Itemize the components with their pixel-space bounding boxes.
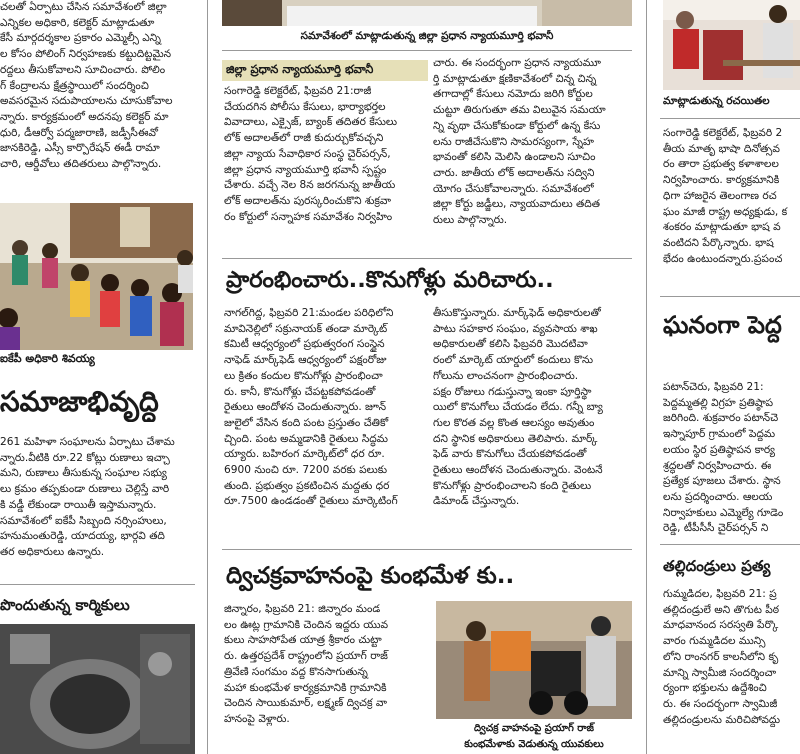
- article-line: వంటిదని పేర్కొన్నారు. భాష: [663, 236, 774, 249]
- article-line: ప్రత్యేక పూజలు చేశారు. స్థాన: [663, 475, 781, 488]
- article-line: లోక్ అదాలత్‌లో రాజీ కుదుర్చుకోవచ్చని: [224, 132, 384, 145]
- article-line: లను రాజీచేసుకొని సామరస్యంగా, స్నేహ: [433, 135, 594, 148]
- article-line: రైతులు ఆందోళన చెందుతున్నారు. వెంటనే: [433, 464, 603, 477]
- article-line: ర్తి మాట్లాడుతూ క్షణికావేశంలో చిన్న చిన్న: [433, 72, 597, 85]
- article-line: జానకిరెడ్డి, ఎస్సీ కార్పొరేషన్ ఈడీ రామా: [0, 142, 160, 155]
- article-line: గోలును లాంచనంగా ప్రారంభించారు.: [433, 369, 579, 382]
- bike-photo-caption-line1: ద్విచక్ర వాహనంపై ప్రయాగ్ రాజ్: [474, 723, 594, 734]
- article-line: తల్లిదండ్రులను మరిచిపోవద్దు: [663, 713, 781, 726]
- article-line: ఎన్నికల అధికారి, కలెక్టర్ మాట్లాడుతూ: [0, 16, 155, 29]
- divider: [222, 50, 632, 51]
- article-line: ఫెడ్ వారు కొనుగోలు చేయకపోవడంతో: [433, 448, 587, 461]
- article-line: కమిటీ ఆధ్వర్యంలో ప్రభుత్వరంగ సంస్థైన: [224, 338, 385, 351]
- kumbh-article-text: [224, 602, 430, 754]
- workers-headline: పొందుతున్న కార్మికులు: [0, 596, 130, 614]
- article-line: రం తారా ప్రభుత్వ కళాశాలల: [663, 158, 779, 171]
- bike-riders-photo: [436, 601, 632, 719]
- article-line: సంగారెడ్డి కలెక్టరేట్, ఫిబ్రవరి 2: [663, 127, 783, 139]
- article-line: చ్చింది. పంట అమ్మడానికి రైతులు సిద్ధమ: [224, 432, 388, 445]
- article-line: వారం గుమ్మడిదల మున్సి: [663, 635, 766, 648]
- article-line: లు క్రమం తప్పకుండా రుణాలు చెల్లిస్తే వారి: [0, 483, 170, 496]
- article-line: న్ని వృథా చేసుకోకుండా కోర్టులో ఉన్న కేసు: [433, 119, 601, 132]
- article-line: సమావేశంలో ఐకేపీ సిబ్బంది నర్సింహులు,: [0, 514, 167, 527]
- article-line: నాఫెడ్ మార్క్‌ఫెడ్ ఆధ్వర్యంలో పక్షంరోజు: [224, 354, 387, 367]
- article-line: ల కోసం పోలింగ్ నిర్వహణకు కట్టుదిట్టమైన: [0, 48, 172, 61]
- language-day-caption: మాట్లాడుతున్న రచయితల: [663, 95, 770, 107]
- article-line: మావినెల్లిలో సక్రునాయక్ తండా మార్కెట్: [224, 322, 388, 335]
- article-line: చలతో ఏర్పాటు చేసిన సమావేశంలో జిల్లా: [0, 1, 167, 13]
- article-line: తర అధికారులు ఉన్నారు.: [0, 545, 105, 558]
- article-line: యోగం చేసుకోవాలన్నారు. సమావేశంలో: [433, 182, 594, 195]
- article-line: య్యారు. బహిరంగ మార్కెట్‌లో ధర రూ.: [224, 448, 385, 461]
- divider: [660, 296, 800, 297]
- column-divider: [207, 0, 208, 754]
- article-line: ధిగా హాజరైన తెలంగాణ రచ: [663, 189, 777, 202]
- language-day-article: [663, 126, 800, 272]
- festival-article: [663, 380, 800, 542]
- article-line: జిల్లా కోర్టు జడ్జీలు, న్యాయవాదులు తదిత: [433, 198, 601, 211]
- article-line: న్నారు.వీటికి రూ.22 కోట్లు రుణాలు ఇచ్చా: [0, 451, 170, 464]
- article-line: ఘం మాజీ రాష్ట్ర అధ్యక్షుడు, క: [663, 205, 788, 218]
- judge-article-left: [224, 84, 420, 260]
- article-line: జిన్నారం, ఫిబ్రవరి 21: జిన్నారం మండ: [224, 603, 381, 615]
- article-line: లయం స్థిర ప్రతిష్ఠాపన కార్య: [663, 443, 776, 456]
- article-line: మాన్ని స్వామీజి సందర్శించా: [663, 666, 777, 679]
- article-line: లం ఊట్ల గ్రామానికి చెందిన ఇద్దరు యువ: [224, 618, 389, 631]
- article-line: రు. కానీ, కొనుగోళ్లు చేపట్టకపోవడంతో: [224, 385, 376, 398]
- factory-workers-photo: [0, 624, 195, 754]
- article-line: చారు. ఈ సందర్భంగా ప్రధాన న్యాయమూ: [433, 57, 601, 69]
- article-line: లు క్రితం కందుల కొనుగోళ్లు ప్రారంభించా: [224, 369, 383, 382]
- article-line: చారి, ఆర్డీవోలు తదితరులు పాల్గొన్నారు.: [0, 158, 162, 171]
- article-line: చారు. జాతీయ లోక్ అదాలత్‌ను సద్విని: [433, 166, 595, 179]
- article-line: త్రివేణి సంగమం వద్ద కొనసాగుతున్న: [224, 665, 368, 678]
- article-line: నాగల్‌గిద్ద, ఫిబ్రవరి 21:మండల పరిధిలోని: [224, 307, 394, 319]
- article-line: ర్యంగా భక్తులను ఉద్దేశించి: [663, 682, 767, 695]
- article-line: డిమాండ్ చేస్తున్నారు.: [433, 495, 520, 508]
- article-line: గుమ్మడిదల, ఫిబ్రవరి 21: ప్ర: [663, 588, 777, 600]
- article-line: జులైలో వేసిన కంది పంట ప్రస్తుతం చేతికో: [224, 416, 389, 429]
- article-line: చుట్టూ తిరుగుతూ తమ విలువైన సమయా: [433, 104, 606, 117]
- photo-caption: ఐకేపీ అధికారి శివయ్య: [0, 352, 95, 365]
- article-line: చెందిన సాయికుమార్, లక్ష్మణ్ ద్విచక్ర వా: [224, 697, 387, 710]
- article-line: రు. ఈ సందర్భంగా స్వామిజీ: [663, 697, 778, 710]
- judge-meeting-photo: [222, 0, 632, 26]
- article-line: తగాదాల్లో కేసులు నమోదు జరిగి కోర్టుల: [433, 88, 593, 101]
- article-line: తుంది. ప్రభుత్వం ప్రకటించిన మద్దతు ధర: [224, 479, 390, 492]
- article-line: లోక్ అదాలత్‌ను పురస్కరించుకొని శుక్రవా: [224, 194, 392, 207]
- article-line: పక్షం రోజులు గడుస్తున్నా ఇంకా పూర్తిస్థా: [433, 385, 592, 398]
- article-line: అవసరమైన సదుపాయాలను చూసుకోవాల: [0, 95, 173, 108]
- column-divider: [646, 0, 647, 754]
- language-day-photo: [663, 0, 800, 90]
- article-line: నిర్వాహకులు ఎమ్మెల్యే గూడెం: [663, 506, 784, 519]
- divider: [222, 549, 632, 550]
- article-line: శ్రద్ధలతో నిర్వహించారు. ఈ: [663, 459, 772, 472]
- parents-article: [663, 587, 800, 754]
- article-line: తీయ మాతృ భాషా దినోత్సవ: [663, 142, 780, 155]
- article-line: అధికారులతో కలిసి ఫిబ్రవరి మొదటివా: [433, 338, 588, 351]
- divider: [660, 118, 800, 119]
- article-line: శంకరం మాట్లాడుతూ భాష వ: [663, 221, 781, 234]
- article-line: కులు సాహసోపేత యాత్ర శ్రీకారం చుట్టా: [224, 634, 382, 647]
- article-line: ఇస్నాపూర్ గ్రామంలో పెద్దమ: [663, 428, 776, 441]
- column-1-top-text: [0, 0, 193, 196]
- article-line: న్నారు. కార్యక్రమంలో అదనపు కలెక్టర్ మా: [0, 110, 169, 123]
- article-line: పాటు సహకార సంఘం, వ్యవసాయ శాఖ: [433, 322, 598, 335]
- article-line: రు. ఉత్తరప్రదేశ్ రాష్ట్రంలోని ప్రయాగ్ రాజ్: [224, 650, 388, 663]
- procurement-article-right: [433, 306, 633, 518]
- bike-photo-caption-line2: కుంభమేళాకు వెడుతున్న యువకులు: [464, 739, 604, 750]
- judge-article-right: [433, 56, 633, 256]
- procurement-headline: ప్రారంభించారు..కొనుగోళ్లు మరిచారు..: [226, 267, 554, 293]
- article-line: యిలో కొనుగోలు చేయడం లేదు. గన్నీ బ్యా: [433, 401, 603, 414]
- divider: [660, 544, 800, 545]
- article-line: సంగారెడ్డి కలెక్టరేట్, ఫిబ్రవరి 21:రాజీ: [224, 85, 372, 97]
- article-line: హనుమంతురెడ్డి, యాదయ్య, భార్గవి తది: [0, 530, 165, 543]
- article-line: మహా కుంభమేళ కార్యక్రమానికి గ్రామానికి: [224, 681, 387, 694]
- article-line: పటాన్‌చెరు, ఫిబ్రవరి 21:: [663, 381, 764, 393]
- article-line: హనంపై వెళ్లారు.: [224, 712, 290, 725]
- article-line: వివాదాలు, ఎక్సైజ్, బ్యాంక్ తదితర కేసులు: [224, 116, 398, 129]
- article-line: భేదం ఉంటుందన్నారు.ప్రపంచ: [663, 252, 783, 265]
- article-line: లను ప్రదర్శించారు. ఆలయ: [663, 490, 773, 503]
- article-line: దని స్థానిక అధికారులు తెలిపారు. మార్క్: [433, 432, 598, 445]
- divider: [0, 584, 195, 585]
- article-line: లోని రాంనగర్ కాలనీలోని కృ: [663, 650, 779, 663]
- article-line: తల్లిదండ్రులే అని తొగుట పీఠ: [663, 603, 780, 616]
- article-line: ధురి, డీఆర్వో పద్మజారాణి, జడ్పీసీఈవో: [0, 126, 159, 139]
- article-line: కొనుగోళ్లు ప్రారంభించాలని కంది రైతులు: [433, 479, 592, 492]
- article-line: జరిగింది. శుక్రవారం పటాన్‌చె: [663, 412, 779, 425]
- divider: [222, 258, 632, 259]
- article-line: భావంతో కలిసి మెలిసి ఉండాలని సూచిం: [433, 151, 596, 164]
- article-line: మని, రుణాలు తీసుకున్న సంఘాల సభ్యు: [0, 467, 167, 480]
- article-line: రం కోర్టులో సన్నాహక సమావేశం నిర్వహిం: [224, 210, 393, 223]
- parents-headline: తల్లిదండ్రులు ప్రత్య: [663, 557, 771, 575]
- article-line: రద్దలు తీసుకోవాలని సూచించారు. పోలిం: [0, 63, 166, 76]
- article-line: పెద్దమ్మతల్లి విగ్రహ ప్రతిష్ఠాప: [663, 396, 774, 409]
- article-line: జిల్లా ప్రధాన న్యాయమూర్తి భవానీ స్పష్టం: [224, 163, 387, 176]
- kumbh-mela-headline: ద్విచక్రవాహనంపై కుంభమేళ కు..: [226, 563, 515, 589]
- article-line: రూ.7500 ఉండడంతో రైతులు మార్కెటింగ్: [224, 495, 398, 508]
- article-line: నిర్వహించారు. కార్యక్రమానికి: [663, 174, 780, 187]
- article-line: కేసీ మార్గదర్శకాల ప్రకారం ఎమ్మెల్సీ ఎన్ని: [0, 32, 161, 45]
- article-line: రులు పాల్గొన్నారు.: [433, 214, 508, 227]
- section-headline: సమాజాభివృద్ధి: [0, 385, 159, 418]
- article-line: రంలో మార్కెట్ యార్డులో కందులు కొను: [433, 354, 594, 367]
- column-1-body-text: [0, 435, 193, 565]
- article-line: రెడ్డి, టీపీసీసీ చైర్‌పర్సన్ ని: [663, 522, 769, 535]
- article-line: చేశారు. వచ్చే నెల 8న జరగనున్న జాతీయ: [224, 179, 396, 192]
- self-help-group-meeting-photo: [0, 203, 193, 350]
- article-line: మాధవానంద సరస్వతి పేర్కొ: [663, 619, 779, 632]
- procurement-article-left: [224, 306, 422, 518]
- article-line: గ్ కేంద్రాలను క్షేత్రస్థాయిలో సందర్శించి: [0, 79, 149, 92]
- article-line: 261 మహిళా సంఘాలను ఏర్పాటు చేశామ: [0, 436, 175, 448]
- judge-photo-caption: సమావేశంలో మాట్లాడుతున్న జిల్లా ప్రధాన న్యాయమూర్తి భవానీ: [300, 30, 554, 42]
- article-line: జిల్లా న్యాయ సేవాధికార సంస్థ చైర్‌పర్సన్,: [224, 147, 391, 160]
- article-line: 6900 నుంచి రూ. 7200 వరకు పలుకు: [224, 464, 387, 477]
- subheading-strip: జిల్లా ప్రధాన న్యాయమూర్తి భవానీ: [222, 60, 428, 81]
- article-line: తీసుకొస్తున్నారు. మార్క్‌ఫెడ్ అధికారులతో: [433, 307, 601, 319]
- article-line: గుల కొరత వల్ల కొంత ఆలస్యం అవుతుం: [433, 416, 595, 429]
- article-line: చేయదగిన పోలీసు కేసులు, భార్యాభర్తల: [224, 100, 386, 113]
- article-line: కి వడ్డీ లేకుండా రాయితీ ఇస్తామన్నారు.: [0, 498, 157, 511]
- article-line: రైతులు ఆందోళన చెందుతున్నారు. జూన్: [224, 401, 387, 414]
- festival-headline: ఘనంగా పెద్ద: [663, 311, 782, 339]
